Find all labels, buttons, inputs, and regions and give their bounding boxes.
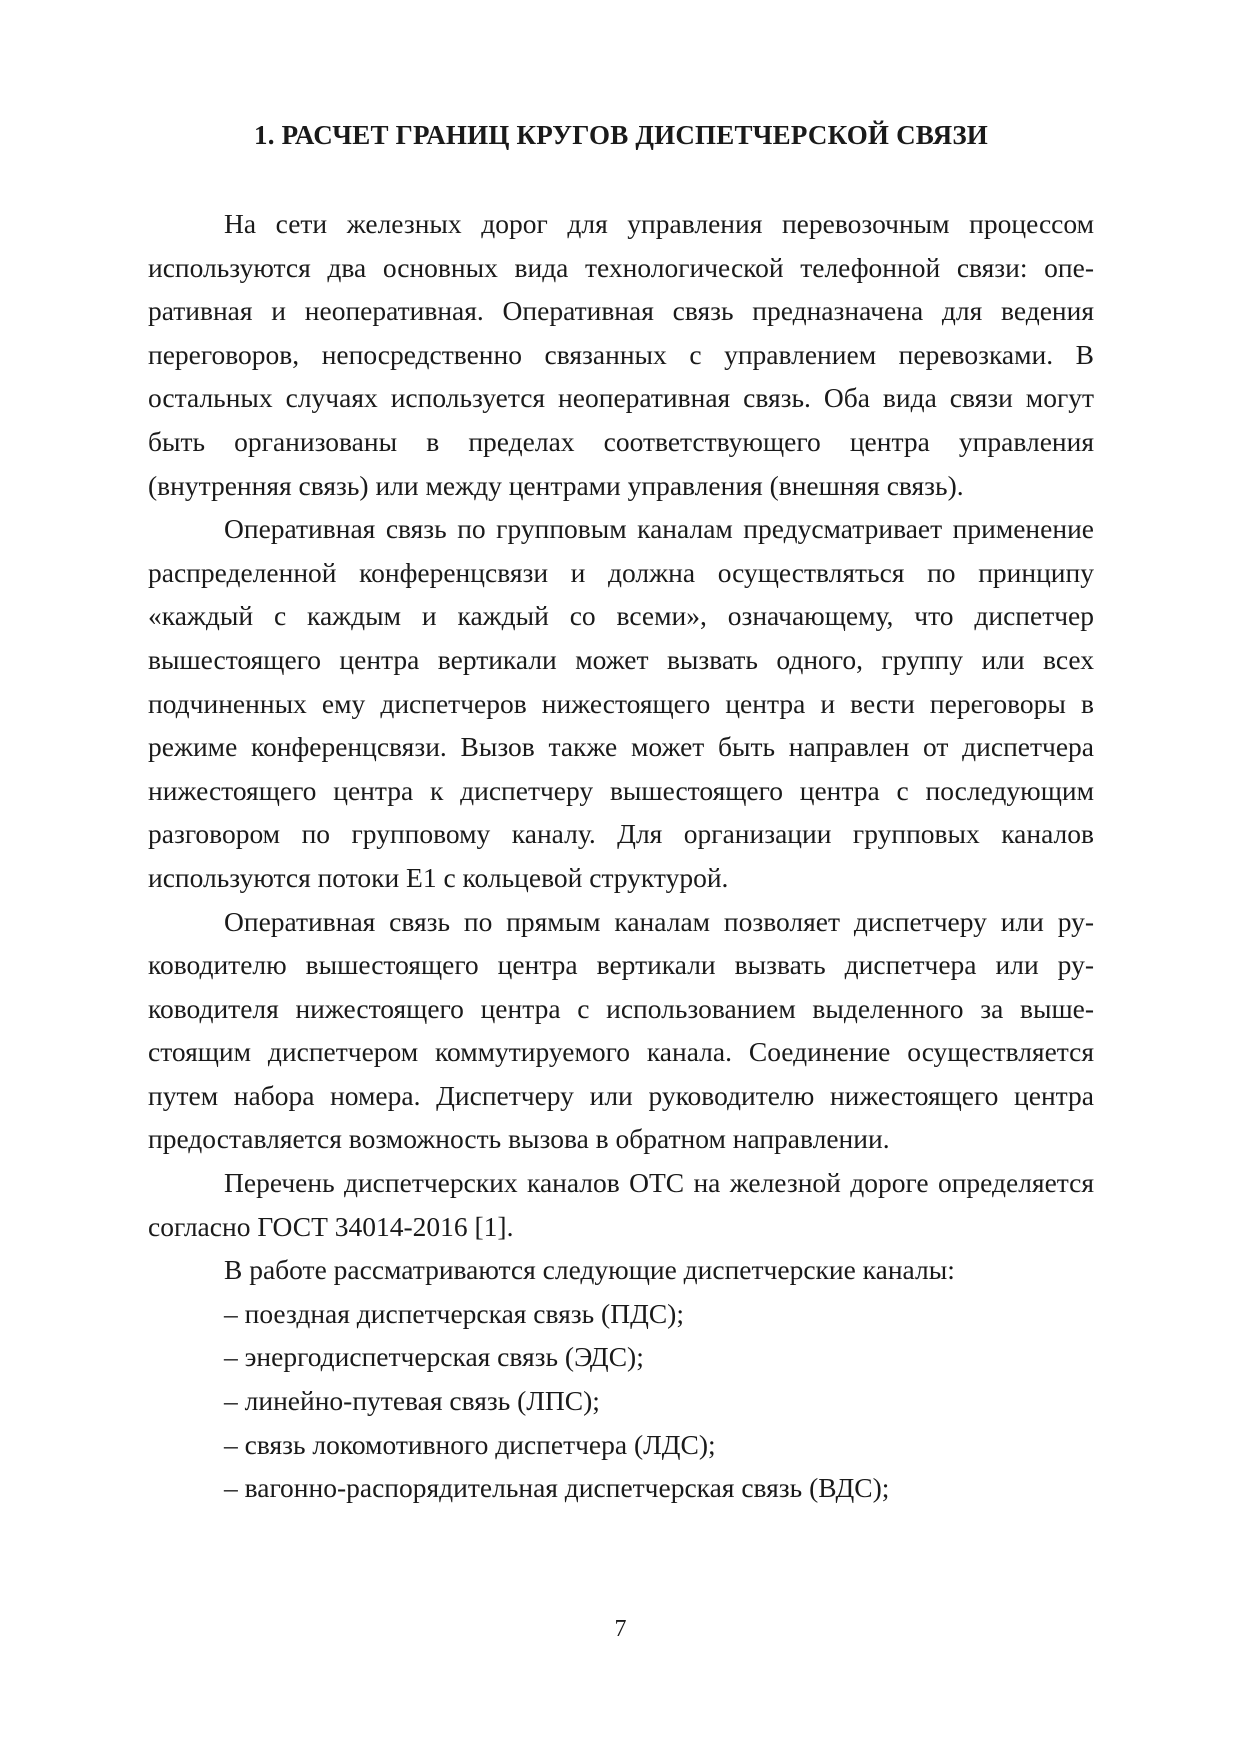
- list-item: – поездная диспетчерская связь (ПДС);: [224, 1297, 684, 1329]
- paragraph-direct-channels: Оперативная связь по прямым каналам позволяет диспетчеру или руководителю вышестоящего центра вертикали вызвать диспетчера или руководителя нижестоящего центра с использованием выделенного за вышестоящим диспетчером коммутируемого канала. Соединение осуществляется путем набора номера. Диспетчеру или руководителю нижестоящего центра предоставляется возможность вызова в обратном направлении.: [148, 905, 1094, 1155]
- list-item: – энергодиспетчерская связь (ЭДС);: [224, 1341, 644, 1373]
- page-number: 7: [614, 1616, 627, 1642]
- list-item: – связь локомотивного диспетчера (ЛДС);: [224, 1428, 716, 1460]
- paragraph-gost-reference: Перечень диспетчерских каналов ОТС на железной дороге определяется согласно ГОСТ 34014-2016 [1].: [148, 1167, 1094, 1242]
- channel-list: [148, 1292, 1094, 1510]
- list-item: – вагонно-распорядительная диспетчерская связь (ВДС);: [224, 1472, 890, 1504]
- paragraph-list-intro: В работе рассматриваются следующие диспетчерские каналы:: [224, 1254, 955, 1286]
- paragraph-group-channels: Оперативная связь по групповым каналам предусматривает применение распределенной конференцсвязи и должна осуществляться по принципу «каждый с каждым и каждый со всеми», означающему, что диспетчер вышестоящего центра вертикали может вызвать одного, группу или всех подчиненных ему диспетчеров нижестоящего центра и вести переговоры в режиме конференцсвязи. Вызов также может быть направлен от диспетчера нижестоящего центра к диспетчеру вышестоящего центра с последующим разговором по групповому каналу. Для организации групповых каналов используются потоки Е1 с кольцевой структурой.: [148, 513, 1094, 893]
- paragraph-intro: На сети железных дорог для управления перевозочным процессом используются два основных вида технологической телефонной связи: оперативная и неоперативная. Оперативная связь предназначена для ведения переговоров, непосредственно связанных с управлением перевозками. В остальных случаях используется неоперативная связь. Оба вида связи могут быть организованы в пределах соответствующего центра управления (внутренняя связь) или между центрами управления (внешняя связь).: [148, 208, 1094, 501]
- document-body: [148, 202, 1094, 1510]
- list-item: – линейно-путевая связь (ЛПС);: [224, 1385, 600, 1417]
- section-title: 1. РАСЧЕТ ГРАНИЦ КРУГОВ ДИСПЕТЧЕРСКОЙ СВЯЗИ: [254, 120, 988, 150]
